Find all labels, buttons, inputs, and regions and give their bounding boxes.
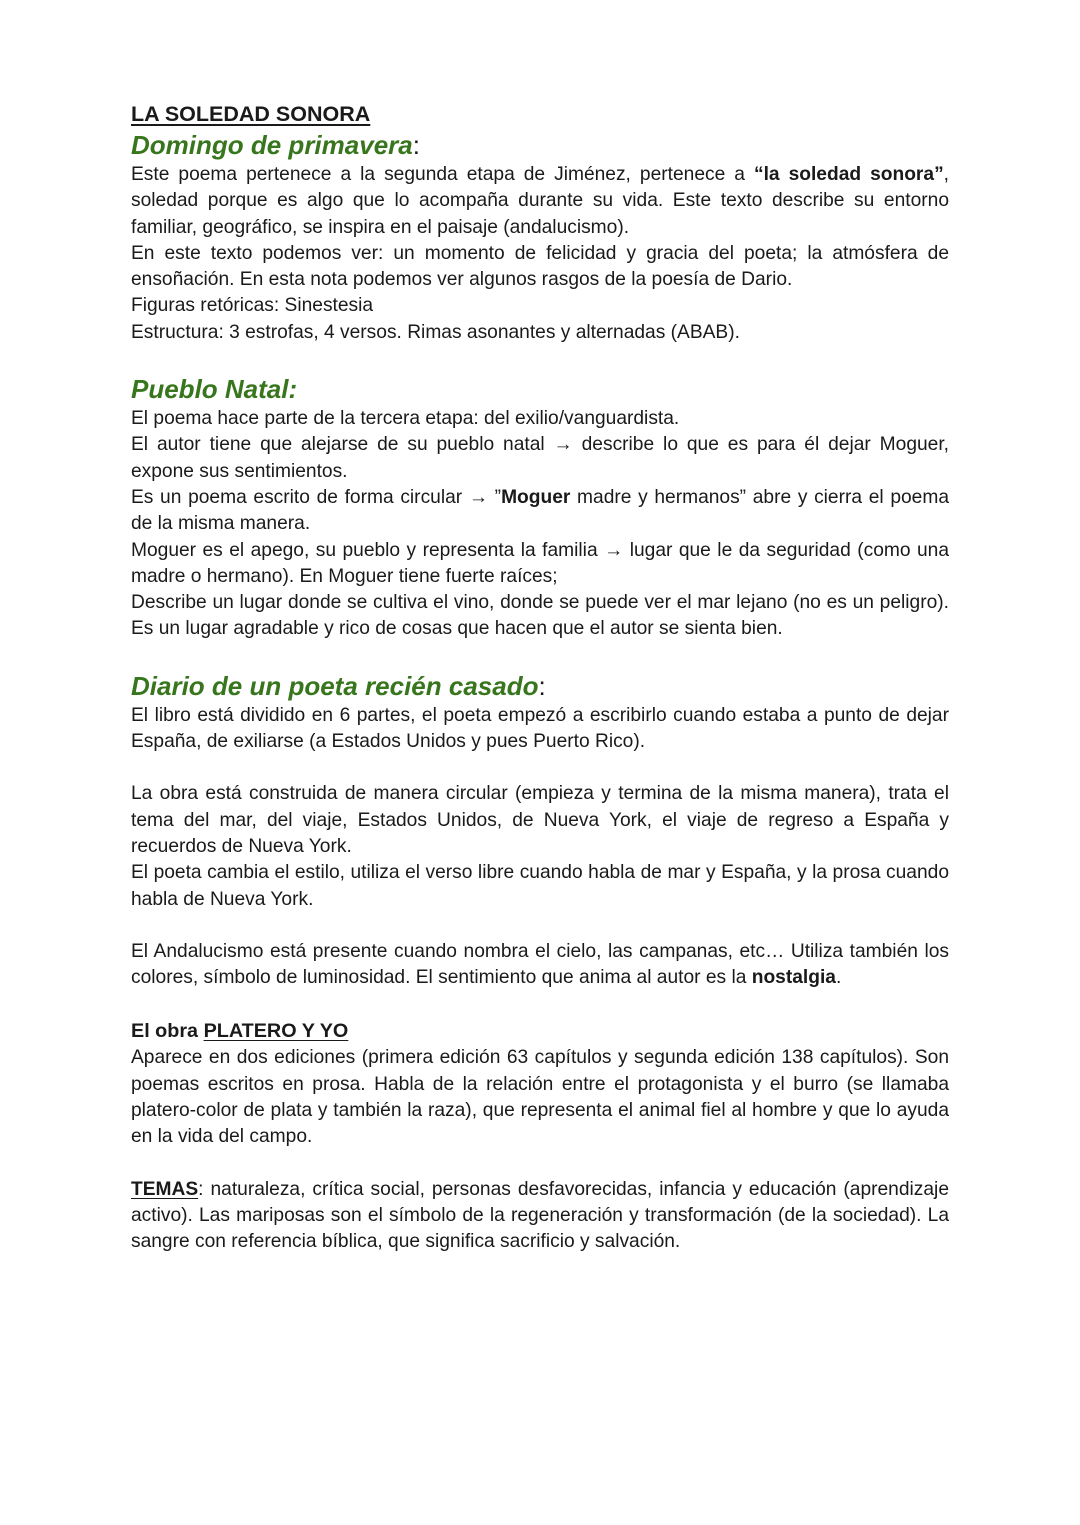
section-pueblo-natal [131, 372, 949, 643]
section-domingo-de-primavera [131, 128, 949, 346]
section-heading [131, 669, 949, 703]
paragraph-text: : naturaleza, crítica social, personas desfavorecidas, infancia y educación (aprendizaje activo). Las mariposas son el símbolo de la regeneración y transformación (de la sociedad). La sangre con referencia bíblica, que significa sacrificio y salvación. [131, 1178, 949, 1253]
spacer [131, 913, 949, 939]
paragraph-text: madre y hermanos” abre y cierra el poema de la misma manera. [131, 486, 949, 535]
paragraph: Estructura: 3 estrofas, 4 versos. Rimas asonantes y alternadas (ABAB). [131, 321, 740, 343]
section-heading-prefix: El obra [131, 1020, 204, 1043]
paragraph [131, 485, 949, 538]
paragraph: Figuras retóricas: Sinestesia [131, 295, 374, 317]
section-heading: Pueblo Natal: [131, 374, 298, 405]
paragraph: El poeta cambia el estilo, utiliza el verso libre cuando habla de mar y España, y la prosa cuando habla de Nueva York. [131, 862, 949, 910]
paragraph: Aparece en dos ediciones (primera edición 63 capítulos y segunda edición 138 capítulos). Son poemas escritos en prosa. Habla de la relación entre el protagonista y el burro (se llamaba platero-color de plata y también la raza), que representa el animal fiel al hombre y que lo ayuda en la vida del campo. [131, 1047, 949, 1148]
section-heading-text: Domingo de primavera [131, 130, 413, 160]
section-heading [131, 1017, 949, 1045]
section-heading-text: Diario de un poeta recién casado [131, 670, 539, 701]
paragraph: Moguer es el apego, su pueblo y representa la familia → lugar que le da seguridad (como una madre o hermano). En Moguer tiene fuerte raíces; [131, 539, 949, 587]
temas-label: TEMAS [131, 1178, 199, 1200]
bold-phrase: “la soledad sonora” [753, 164, 944, 185]
spacer [131, 1151, 949, 1177]
section-heading-underlined: PLATERO Y YO [203, 1020, 349, 1043]
paragraph: El autor tiene que alejarse de su pueblo natal → describe lo que es para él dejar Moguer, expone sus sentimientos. [131, 434, 949, 482]
paragraph [131, 162, 949, 241]
paragraph-text: Es un poema escrito de forma circular → ” [131, 486, 502, 508]
paragraph: En este texto podemos ver: un momento de felicidad y gracia del poeta; la atmósfera de ensoñación. En esta nota podemos ver algunos rasgos de la poesía de Dario. [131, 242, 949, 291]
section-platero-y-yo [131, 1017, 949, 1255]
bold-phrase: Moguer [501, 486, 571, 508]
paragraph: El libro está dividido en 6 partes, el poeta empezó a escribirlo cuando estaba a punto de dejar España, de exiliarse (a Estados Unidos y pues Puerto Rico). [131, 704, 949, 753]
paragraph [131, 939, 949, 992]
paragraph-text: El Andalucismo está presente cuando nombra el cielo, las campanas, etc… Utiliza también los colores, símbolo de luminosidad. El sentimiento que anima al autor es la [131, 940, 949, 989]
paragraph: La obra está construida de manera circular (empieza y termina de la misma manera), trata el tema del mar, del viaje, Estados Unidos, de Nueva York, el viaje de regreso a España y recuerdos de Nueva York. [131, 783, 949, 857]
document-title: LA SOLEDAD SONORA [131, 102, 371, 126]
section-heading [131, 128, 949, 162]
spacer [131, 346, 949, 372]
paragraph: El poema hace parte de la tercera etapa: del exilio/vanguardista. [131, 408, 680, 430]
section-heading-colon: : [412, 130, 420, 160]
spacer [131, 755, 949, 781]
bold-phrase: nostalgia [751, 967, 836, 989]
paragraph-text: , soledad porque es algo que lo acompaña durante su vida. Este texto describe su entorno familiar, geográfico, se inspira en el paisaje (andalucismo). [131, 164, 950, 238]
paragraph-text: Este poema pertenece a la segunda etapa de Jiménez, pertenece a [131, 164, 754, 185]
document-page [131, 100, 949, 1256]
paragraph [131, 1177, 949, 1256]
section-heading-colon: : [538, 670, 546, 701]
spacer [131, 991, 949, 1017]
paragraph-text: . [835, 967, 842, 989]
section-diario-de-un-poeta [131, 669, 949, 992]
spacer [131, 643, 949, 669]
paragraph: Describe un lugar donde se cultiva el vino, donde se puede ver el mar lejano (no es un peligro). Es un lugar agradable y rico de cosas que hacen que el autor se sienta bien. [131, 592, 949, 640]
